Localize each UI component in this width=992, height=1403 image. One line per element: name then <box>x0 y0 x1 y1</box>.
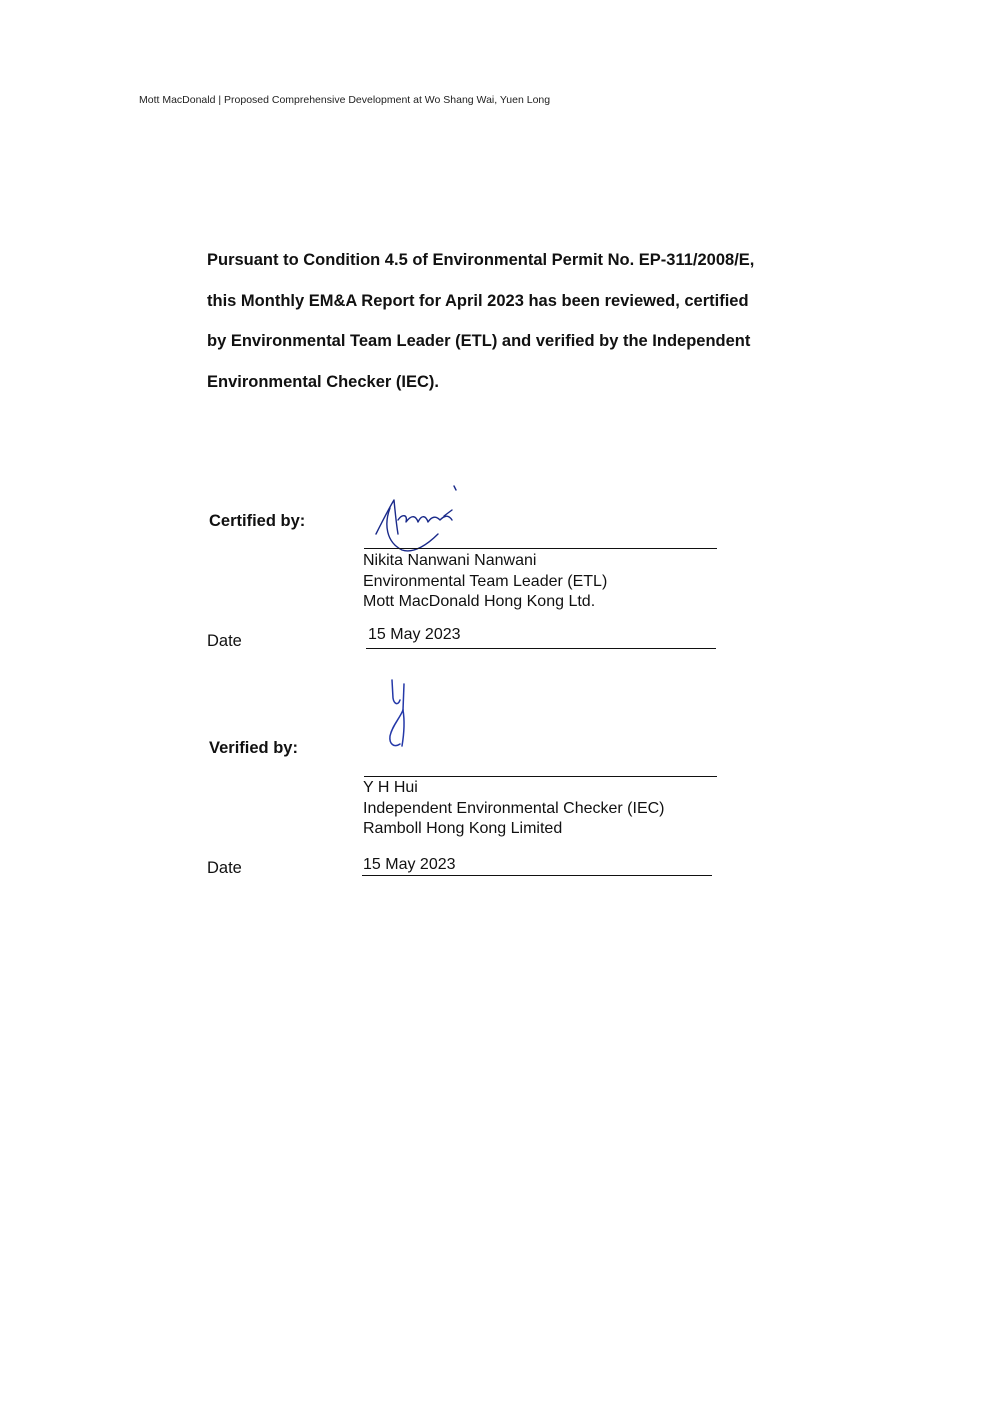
verified-date-label: Date <box>207 859 242 877</box>
etl-signature <box>368 484 468 556</box>
certified-date-value: 15 May 2023 <box>368 626 461 643</box>
verified-by-label: Verified by: <box>209 739 298 757</box>
verified-role: Independent Environmental Checker (IEC) <box>363 799 665 817</box>
verified-company: Ramboll Hong Kong Limited <box>363 820 563 837</box>
certified-name: Nikita Nanwani Nanwani <box>363 552 537 569</box>
verified-person-details <box>363 778 665 840</box>
certified-date-label: Date <box>207 632 242 650</box>
verified-date-value: 15 May 2023 <box>363 856 456 873</box>
certified-person-details <box>363 551 607 613</box>
certification-statement <box>207 240 807 402</box>
statement-line: Pursuant to Condition 4.5 of Environmental Permit No. EP-311/2008/E, <box>207 251 755 269</box>
verified-date-line <box>362 875 712 876</box>
iec-signature <box>380 676 420 752</box>
certified-date-line <box>366 648 716 649</box>
certified-role: Environmental Team Leader (ETL) <box>363 572 608 590</box>
certified-by-label: Certified by: <box>209 512 306 530</box>
verified-name: Y H Hui <box>363 779 418 796</box>
certified-signature-line <box>364 548 717 549</box>
verified-signature-line <box>364 776 717 777</box>
certified-company: Mott MacDonald Hong Kong Ltd. <box>363 593 596 610</box>
page-header: Mott MacDonald | Proposed Comprehensive Development at Wo Shang Wai, Yuen Long <box>139 94 551 106</box>
statement-line: Environmental Checker (IEC). <box>207 372 439 391</box>
statement-line: this Monthly EM&A Report for April 2023 has been reviewed, certified <box>207 291 749 310</box>
statement-line: by Environmental Team Leader (ETL) and verified by the Independent <box>207 332 751 350</box>
